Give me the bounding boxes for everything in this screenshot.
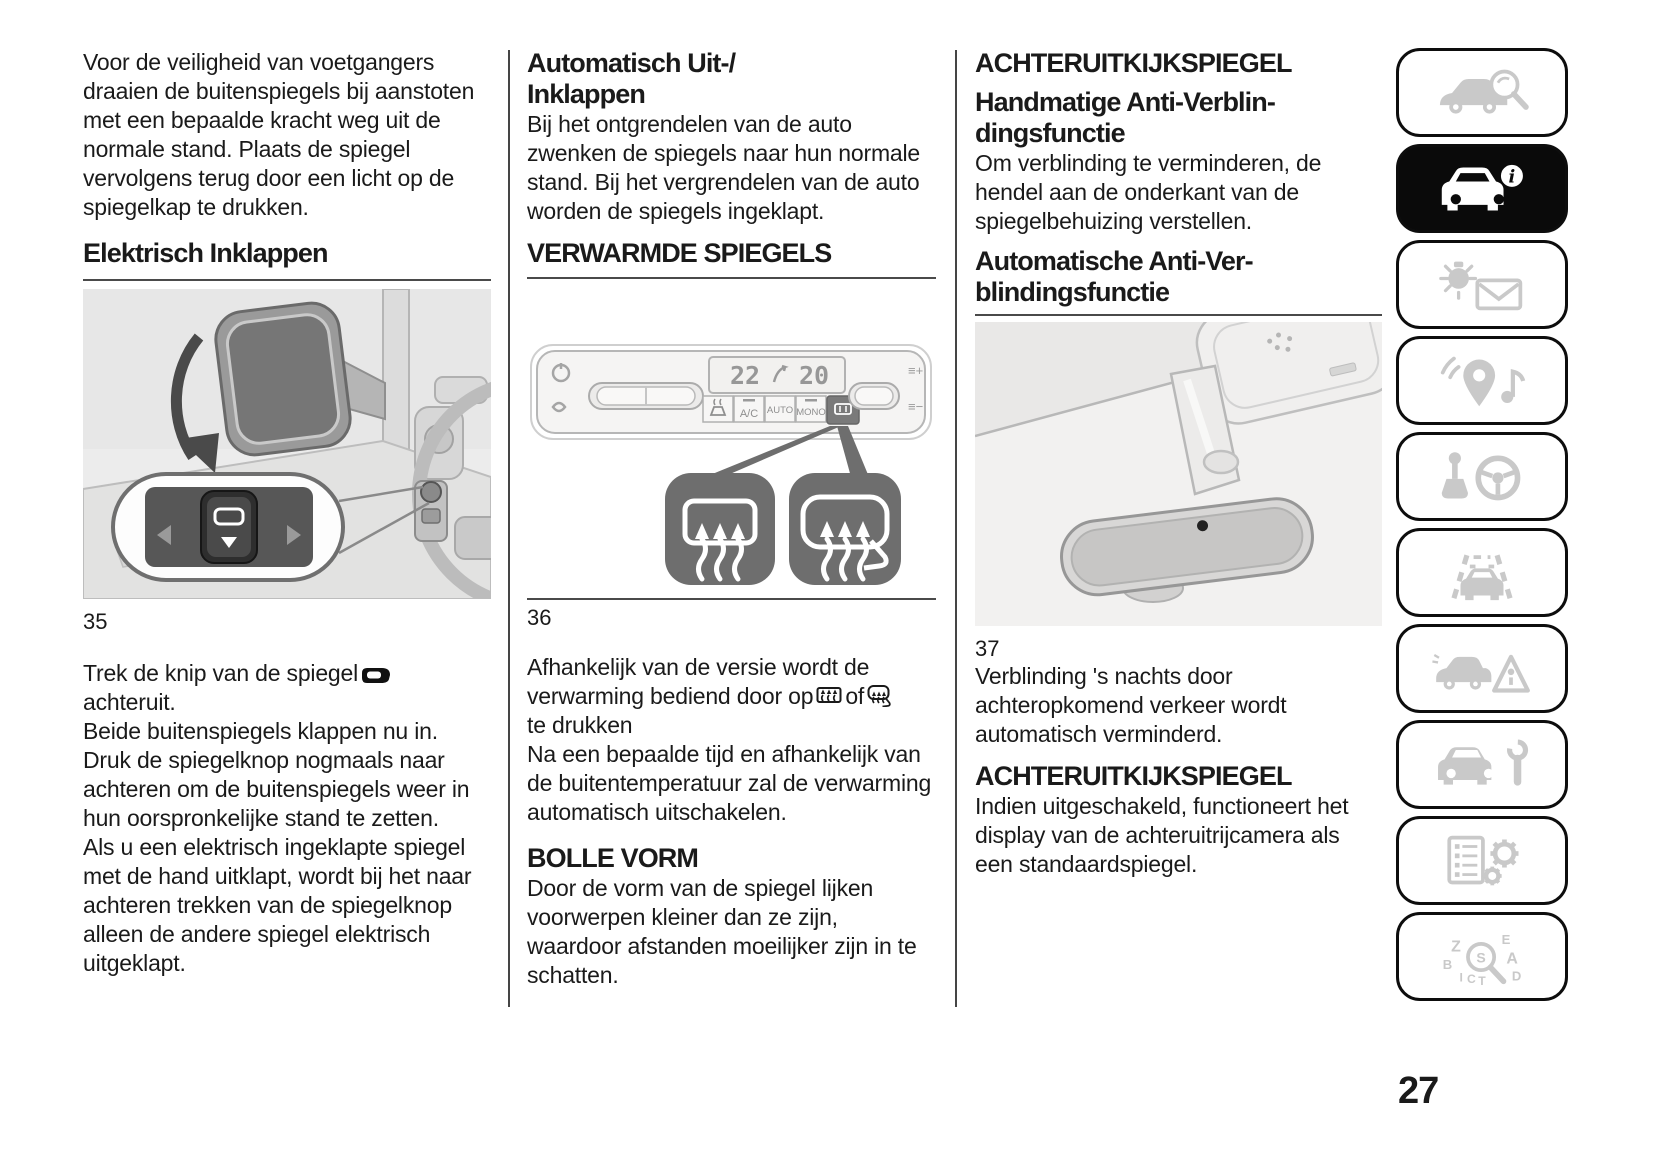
column-2 [527,48,936,990]
heading-verwarmde-spiegels: VERWARMDE SPIEGELS [527,238,832,268]
svg-text:D: D [1511,967,1522,983]
bulb-envelope-icon [1421,256,1543,314]
paragraph: Beide buitenspiegels klappen nu in. [83,718,438,744]
paragraph: Door de vorm van de spiegel lijken voorwerpen kleiner dan ze zijn, waardoor afstanden moeilijker zijn in te schatten. [527,875,917,988]
figure-36-heated-mirrors [527,287,936,598]
subheading-automatische-antiverblinding: Automatische Anti-Ver- blindingsfunctie [975,246,1253,307]
intro-paragraph: Voor de veiligheid van voetgangers draaien de buitenspiegels bij aanstoten met een bepaalde kracht weg uit de normale stand. Plaats de spiegel vervolgens terug door een licht op de spiegelkap te drukken. [83,49,475,220]
page-number: 27 [1398,1070,1439,1112]
mirror-heating-icon [789,473,901,585]
display-temp-right: 20 [799,361,830,390]
svg-text:S: S [1476,949,1486,966]
tab-warning-lights-messages[interactable] [1396,240,1568,329]
tab-getting-to-know-car[interactable] [1396,48,1568,137]
mono-button-label[interactable]: MONO [796,407,826,418]
auto-button-label[interactable]: AUTO [766,405,794,416]
rearview-mirror-illustration [975,322,1382,626]
ac-button-label[interactable]: A/C [739,408,759,420]
paragraph: Trek de knip van de spiegel achteruit. [83,659,491,717]
seat-heat-minus-label: ≡− [908,399,924,414]
rule [83,279,491,281]
figure-36-caption: 36 [527,605,552,630]
tab-alphabetical-index[interactable] [1396,912,1568,1001]
tab-starting-driving[interactable] [1396,432,1568,521]
svg-text:A: A [1506,950,1518,968]
paragraph: Indien uitgeschakeld, functioneert het display van de achteruitrijcamera als een standaardspiegel. [975,793,1349,877]
mirror-fold-knob-icon [361,667,391,684]
paragraph: Afhankelijk van de versie wordt de verwarming bediend door op of te drukken [527,653,936,740]
seat-heat-plus-label: ≡+ [908,363,924,378]
subheading-handmatige-antiverblinding: Handmatige Anti-Verblin- dingsfunctie [975,87,1275,148]
column-3 [975,48,1382,879]
figure-35-mirror-folding [83,289,491,604]
car-wrench-icon [1421,736,1543,794]
paragraph: Na een bepaalde tijd en afhankelijk van de buitentemperatuur zal de verwarming automatisch uitschakelen. [527,741,932,825]
column-divider [508,50,510,1007]
heading-achteruitkijkspiegel: ACHTERUITKIJKSPIEGEL [975,48,1292,78]
tab-servicing-maintenance[interactable] [1396,720,1568,809]
paragraph: Bij het ontgrendelen van de auto zwenken de spiegels naar hun normale stand. Bij het vergrendelen van de auto worden de spiegels ingeklapt. [527,111,920,224]
list-gears-icon [1421,832,1543,890]
svg-text:E: E [1501,931,1511,947]
rule [975,314,1382,316]
heading-automatisch-inklappen: Automatisch Uit-/ Inklappen [527,48,736,109]
gearshift-steering-icon [1421,448,1543,506]
tab-emergency[interactable] [1396,624,1568,713]
svg-text:Z: Z [1451,937,1461,955]
rule [527,277,936,279]
svg-text:B: B [1442,956,1453,972]
rule [527,598,936,600]
svg-text:T: T [1478,973,1486,986]
tab-infotainment-navigation[interactable] [1396,336,1568,425]
car-warning-triangle-icon [1421,640,1543,698]
paragraph: Om verblinding te verminderen, de hendel aan de onderkant van de spiegelbehuizing verstellen. [975,150,1322,234]
rear-window-defrost-icon [665,473,775,585]
letters-search-icon [1421,928,1543,986]
tab-dashboard-info[interactable] [1396,144,1568,233]
rear-window-defrost-inline-icon [816,683,842,707]
climate-buttons [703,396,859,424]
tab-technical-specifications[interactable] [1396,816,1568,905]
svg-text:C: C [1467,971,1476,986]
heated-mirrors-text-block [527,653,936,827]
svg-text:I: I [1459,969,1463,984]
svg-text:i: i [1508,165,1516,187]
paragraph: Verblinding 's nachts door achteropkomend verkeer wordt automatisch verminderd. [975,663,1287,747]
heading-elektrisch-inklappen: Elektrisch Inklappen [83,238,328,268]
display-temp-left: 22 [730,361,761,390]
figure-37-rearview-mirror [975,322,1382,631]
car-search-icon [1421,64,1543,122]
chapter-tab-sidebar [1396,48,1568,1001]
climate-panel-illustration [527,287,936,593]
navigation-audio-icon [1421,352,1543,410]
mirror-heating-inline-icon [867,683,894,707]
figure-37-caption: 37 [975,636,1000,661]
paragraph: Druk de spiegelknop nogmaals naar achteren om de buitenspiegels weer in hun oorspronkelijke stand te zetten. [83,747,470,831]
tab-driver-assistance[interactable] [1396,528,1568,617]
figure-35-caption: 35 [83,609,108,634]
column-divider [955,50,957,1007]
mirror-folding-illustration [83,289,491,599]
mirror-fold-text-block [83,659,491,978]
lane-assist-icon [1421,544,1543,602]
column-1 [83,48,491,978]
heading-bolle-vorm: BOLLE VORM [527,843,698,873]
car-info-icon [1421,160,1543,218]
paragraph: Als u een elektrisch ingeklapte spiegel met de hand uitklapt, wordt bij het naar achteren trekken van de spiegelknop alleen de andere spiegel elektrisch uitgeklapt. [83,834,472,976]
heading-achteruitkijkspiegel-2: ACHTERUITKIJKSPIEGEL [975,761,1292,791]
